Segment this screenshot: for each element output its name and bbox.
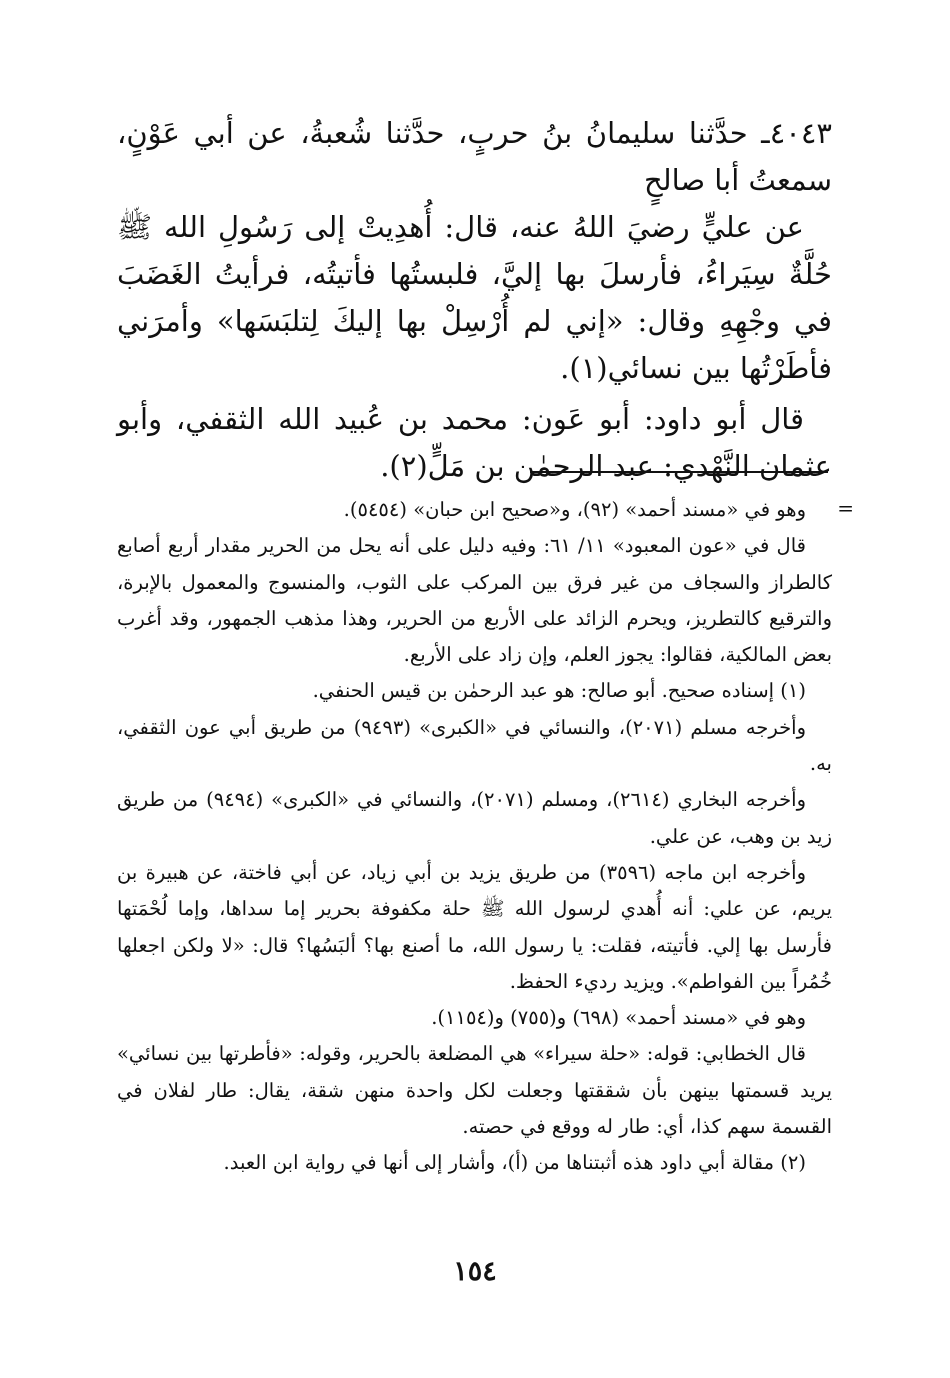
hadith-body: عن عليٍّ رضيَ اللهُ عنه، قال: أُهدِيتْ إلى رَسُولِ الله ﷺ حُلَّةٌ سِيَراءُ، فأرسلَ بها إليَّ، فلبستُها فأتيتُه، فرأيتُ الغَضَبَ في وجْهِهِ وقال: «إني لم أُرْسِلْ بها إليكَ لِتلبَسَها» وأمرَني فأطَرْتُها بين نسائي(١). bbox=[117, 210, 832, 385]
footnote-line: وأخرجه ابن ماجه (٣٥٩٦) من طريق يزيد بن أبي زياد، عن أبي فاختة، عن هبيرة بن يريم، عن علي: أنه أُهدي لرسول الله ﷺ حلة مكفوفة بحرير إما سداها، وإما لُحْمَتها فأرسل بها إلي. فأتيته، فقلت: يا رسول الله، ما أصنع بها؟ ألبَسُها؟ قال: «لا ولكن اجعلها خُمُراً بين الفواطم». ويزيد رديء الحفظ. bbox=[117, 860, 832, 993]
footnote-line: وأخرجه مسلم (٢٠٧١)، والنسائي في «الكبرى» (٩٤٩٣) من طريق أبي عون الثقفي، به. bbox=[117, 715, 832, 776]
continuation-mark: = bbox=[837, 496, 854, 520]
main-text-block bbox=[117, 110, 832, 490]
page-number: ١٥٤ bbox=[453, 1256, 497, 1287]
abu-dawud-comment: قال أبو داود: أبو عَون: محمد بن عُبيد الله الثقفي، وأبو عثمان النَّهْدي: عبد الرحمٰن بن مَلٍّ(٢). bbox=[117, 402, 832, 483]
hadith-chain: ٤٠٤٣ـ حدَّثنا سليمانُ بنُ حربٍ، حدَّثنا شُعبةُ، عن أبي عَوْنٍ، سمعتُ أبا صالحٍ bbox=[117, 116, 832, 197]
footnote-line: وهو في «مسند أحمد» (٦٩٨) و(٧٥٥) و(١١٥٤). bbox=[431, 1006, 806, 1030]
footnote-line: (١) إسناده صحيح. أبو صالح: هو عبد الرحمٰن بن قيس الحنفي. bbox=[312, 679, 806, 703]
footnote-line: وهو في «مسند أحمد» (٩٢)، و«صحيح ابن حبان» (٥٤٥٤). bbox=[343, 498, 806, 521]
footnote-line: (٢) مقالة أبي داود هذه أثبتناها من (أ)، وأشار إلى أنها في رواية ابن العبد. bbox=[223, 1151, 806, 1175]
footnote-line: قال الخطابي: قوله: «حلة سيراء» هي المضلعة بالحرير، وقوله: «فأطرتها بين نسائي» يريد قسمتها بينهن بأن شققتها وجعلت لكل واحدة منهن شقة، يقال: طار لفلان في القسمة سهم كذا، أي: طار له ووقع في حصته. bbox=[117, 1042, 832, 1139]
footnote-line: قال في «عون المعبود» ١١/ ٦١: وفيه دليل على أنه يحل من الحرير مقدار أربع أصابع كالطراز والسجاف من غير فرق بين المركب على الثوب، والمنسوج والمعمول بالإبرة، والترقيع كالتطريز، ويحرم الزائد على الأربع من الحرير، وهذا مذهب الجمهور، وقد أغرب بعض المالكية، فقالوا: يجوز العلم، وإن زاد على الأربع. bbox=[117, 534, 832, 667]
footnotes-block bbox=[117, 492, 832, 1182]
footnote-divider bbox=[530, 471, 828, 473]
footnote-line: وأخرجه البخاري (٢٦١٤)، ومسلم (٢٠٧١)، والنسائي في «الكبرى» (٩٤٩٤) من طريق زيد بن وهب، عن علي. bbox=[117, 788, 832, 848]
